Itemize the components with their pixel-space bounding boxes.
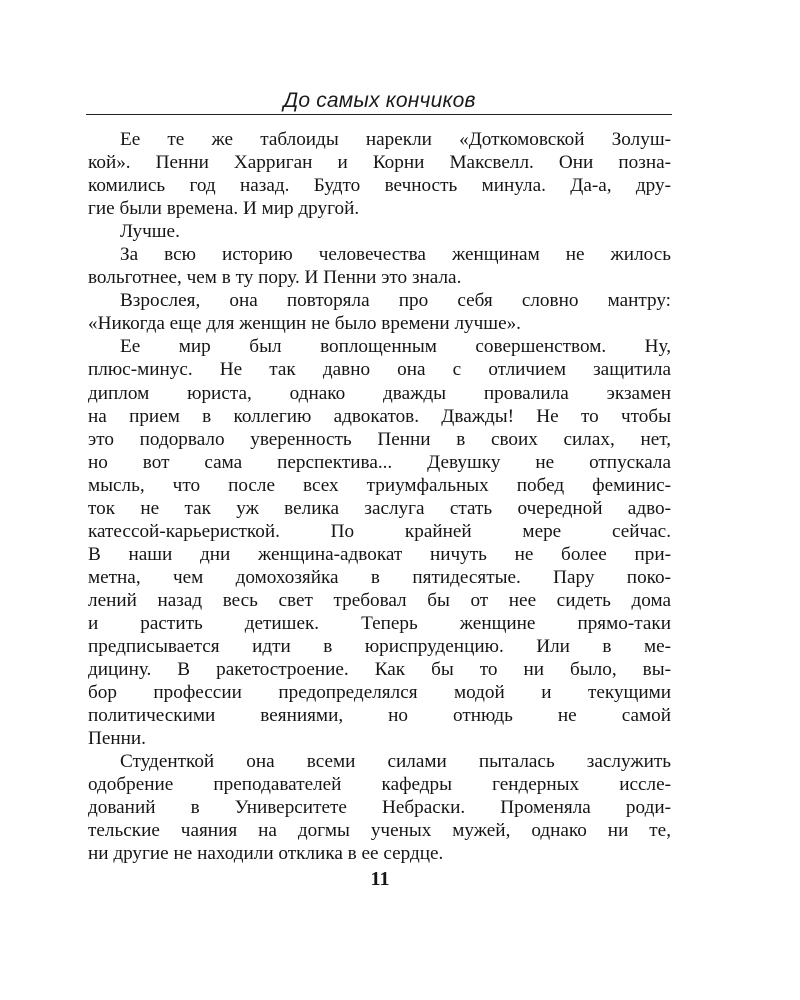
- text-line: одобрение преподавателей кафедры гендерных иссле-: [88, 774, 671, 796]
- running-title: До самых кончиков: [283, 89, 476, 112]
- text-line: Ее мир был воплощенным совершенством. Ну,: [120, 336, 671, 358]
- text-line: гие были времена. И мир другой.: [88, 198, 360, 220]
- text-line: катессой-карьеристкой. По крайней мере сейчас.: [88, 520, 671, 542]
- text-line: дований в Университете Небраски. Променяла роди-: [88, 797, 671, 819]
- page-number: 11: [370, 868, 390, 890]
- text-line: и растить детишек. Теперь женщине прямо-таки: [88, 612, 671, 634]
- text-line: В наши дни женщина-адвокат ничуть не более при-: [88, 543, 671, 565]
- text-line: это подорвало уверенность Пенни в своих силах, нет,: [88, 428, 671, 450]
- text-line: но вот сама перспектива... Девушку не отпускала: [88, 451, 671, 473]
- text-line: метна, чем домохозяйка в пятидесятые. Пару поко-: [88, 566, 671, 588]
- text-line: вольготнее, чем в ту пору. И Пенни это знала.: [88, 267, 462, 289]
- text-line: мысль, что после всех триумфальных побед феминис-: [88, 474, 671, 496]
- text-line: За всю историю человечества женщинам не жилось: [120, 244, 671, 266]
- text-line: плюс-минус. Не так давно она с отличием защитила: [88, 359, 671, 381]
- text-line: на прием в коллегию адвокатов. Дважды! Не то чтобы: [88, 405, 671, 427]
- text-line: ни другие не находили отклика в ее сердце.: [88, 843, 444, 865]
- text-line: «Никогда еще для женщин не было времени лучше».: [88, 313, 521, 335]
- running-header: [88, 88, 671, 114]
- header-divider: [86, 114, 672, 115]
- text-line: Лучше.: [120, 221, 180, 243]
- text-line: дицину. В ракетостроение. Как бы то ни было, вы-: [88, 659, 671, 681]
- text-line: Студенткой она всеми силами пыталась заслужить: [120, 751, 671, 773]
- text-line: тельские чаяния на догмы ученых мужей, однако ни те,: [88, 820, 671, 842]
- text-line: кой». Пенни Харриган и Корни Максвелл. Они позна-: [88, 152, 671, 174]
- text-line: предписывается идти в юриспруденцию. Или в ме-: [88, 636, 671, 658]
- text-line: диплом юриста, однако дважды провалила экзамен: [88, 382, 671, 404]
- text-line: комились год назад. Будто вечность минула. Да-а, дру-: [88, 175, 671, 197]
- text-line: политическими веяниями, но отнюдь не самой: [88, 705, 671, 727]
- text-line: бор профессии предопределялся модой и текущими: [88, 682, 671, 704]
- body-text: [88, 128, 671, 866]
- text-line: Пенни.: [88, 728, 146, 750]
- text-line: лений назад весь свет требовал бы от нее сидеть дома: [88, 589, 671, 611]
- text-line: Взрослея, она повторяла про себя словно мантру:: [120, 290, 671, 312]
- text-line: Ее те же таблоиды нарекли «Доткомовской Золуш-: [120, 129, 671, 150]
- text-line: ток не так уж велика заслуга стать очередной адво-: [88, 497, 671, 519]
